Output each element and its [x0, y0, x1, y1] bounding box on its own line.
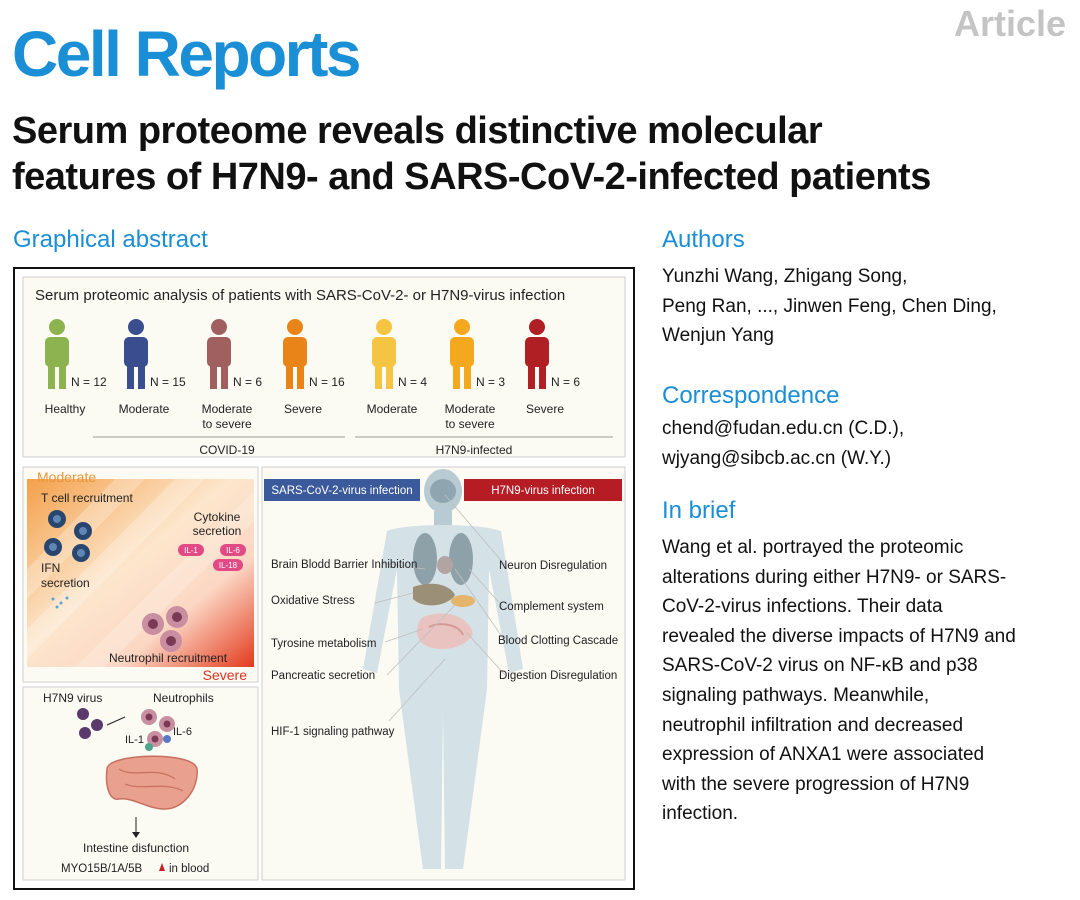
ifn-label: IFN	[41, 561, 61, 575]
right-item: Digestion Disregulation	[499, 670, 618, 682]
group-label: Moderate	[118, 402, 170, 416]
group-label: Healthy	[44, 402, 86, 416]
group-label: Moderate	[201, 402, 253, 416]
virus-label: H7N9 virus	[43, 691, 103, 705]
authors-line: Peng Ran, ..., Jinwen Feng, Chen Ding,	[662, 295, 997, 317]
il6-intestine-label: IL-6	[173, 726, 192, 738]
group-label-2: to severe	[202, 417, 252, 431]
brief-line: CoV-2-virus infections. Their data	[662, 596, 943, 618]
left-item: Oxidative Stress	[271, 595, 355, 607]
brief-line: expression of ANXA1 were associated	[662, 744, 985, 766]
neutrophils-label: Neutrophils	[153, 691, 214, 705]
group-label: Moderate	[366, 402, 418, 416]
title-line-1: Serum proteome reveals distinctive molecular	[12, 110, 823, 152]
severity-gradient	[27, 479, 254, 667]
graphical-abstract-heading: Graphical abstract	[13, 226, 208, 253]
sars-banner-text: SARS-CoV-2-virus infection	[271, 485, 413, 497]
right-item: Blood Clotting Cascade	[498, 635, 619, 647]
graphical-abstract-figure	[13, 267, 635, 890]
group-count: N = 6	[233, 375, 263, 389]
h7n9-banner-text: H7N9-virus infection	[491, 485, 595, 497]
marker-label: MYO15B/1A/5B	[61, 863, 143, 875]
brief-line: alterations during either H7N9- or SARS-	[662, 566, 1007, 588]
correspondence-emails	[662, 414, 1072, 473]
authors-line: Yunzhi Wang, Zhigang Song,	[662, 266, 908, 287]
brief-line: Wang et al. portrayed the proteomic	[662, 537, 964, 558]
email-link[interactable]: chend@fudan.edu.cn (C.D.),	[662, 418, 905, 439]
group-count: N = 3	[476, 375, 506, 389]
authors-list	[662, 262, 1072, 351]
cytokine-label-2: secretion	[192, 524, 242, 538]
title-line-2: features of H7N9- and SARS-CoV-2-infected patients	[12, 156, 931, 198]
correspondence-heading: Correspondence	[662, 382, 840, 409]
right-item: Complement system	[499, 601, 604, 613]
brief-line: neutrophil infiltration and decreased	[662, 714, 964, 736]
brief-line: SARS-CoV-2 virus on NF-κB and p38	[662, 655, 978, 677]
right-item: Neuron Disregulation	[499, 560, 608, 572]
authors-line: Wenjun Yang	[662, 325, 774, 347]
neutrophil-label: Neutrophil recruitment	[109, 651, 228, 665]
group-count: N = 15	[150, 375, 186, 389]
left-item: Pancreatic secretion	[271, 670, 376, 682]
intestine-dysfunction-label: Intestine disfunction	[83, 841, 190, 855]
group-count: N = 12	[71, 375, 107, 389]
group-label: Severe	[283, 402, 323, 416]
cohort-label-h7n9: H7N9-infected	[435, 443, 513, 457]
cohort-label-covid: COVID-19	[199, 443, 255, 457]
moderate-label: Moderate	[37, 469, 97, 485]
il1-badge-text: IL-1	[184, 546, 198, 555]
brief-line: with the severe progression of H7N9	[662, 773, 970, 795]
left-item: Brain Blodd Barrier Inhibition	[271, 559, 418, 571]
left-item: Tyrosine metabolism	[271, 638, 377, 650]
group-count: N = 16	[309, 375, 345, 389]
in-brief-text	[662, 533, 1072, 829]
group-label: Moderate	[444, 402, 496, 416]
brief-line: signaling pathways. Meanwhile,	[662, 684, 930, 706]
group-label: Severe	[525, 402, 565, 416]
article-type-label: Article	[953, 3, 1066, 44]
ifn-label-2: secretion	[41, 576, 90, 590]
in-brief-heading: In brief	[662, 497, 736, 524]
cytokine-label: Cytokine	[193, 510, 241, 524]
t-cell-label: T cell recruitment	[41, 491, 133, 505]
severe-label: Severe	[202, 667, 247, 683]
article-title	[12, 108, 1072, 200]
authors-heading: Authors	[662, 226, 745, 253]
brief-line: revealed the diverse impacts of H7N9 and	[662, 625, 1016, 647]
cohort-panel-title: Serum proteomic analysis of patients with SARS-CoV-2- or H7N9-virus infection	[35, 287, 566, 304]
left-item: HIF-1 signaling pathway	[271, 726, 395, 738]
group-count: N = 4	[398, 375, 428, 389]
marker-suffix-label: in blood	[169, 863, 210, 875]
group-count: N = 6	[551, 375, 581, 389]
il6-badge-text: IL-6	[226, 546, 240, 555]
il18-badge-text: IL-18	[218, 561, 238, 570]
email-link[interactable]: wjyang@sibcb.ac.cn (W.Y.)	[662, 447, 892, 469]
group-label-2: to severe	[445, 417, 495, 431]
journal-logo: Cell Reports	[12, 18, 359, 90]
il1-intestine-label: IL-1	[125, 734, 144, 746]
brief-line: infection.	[662, 803, 739, 825]
